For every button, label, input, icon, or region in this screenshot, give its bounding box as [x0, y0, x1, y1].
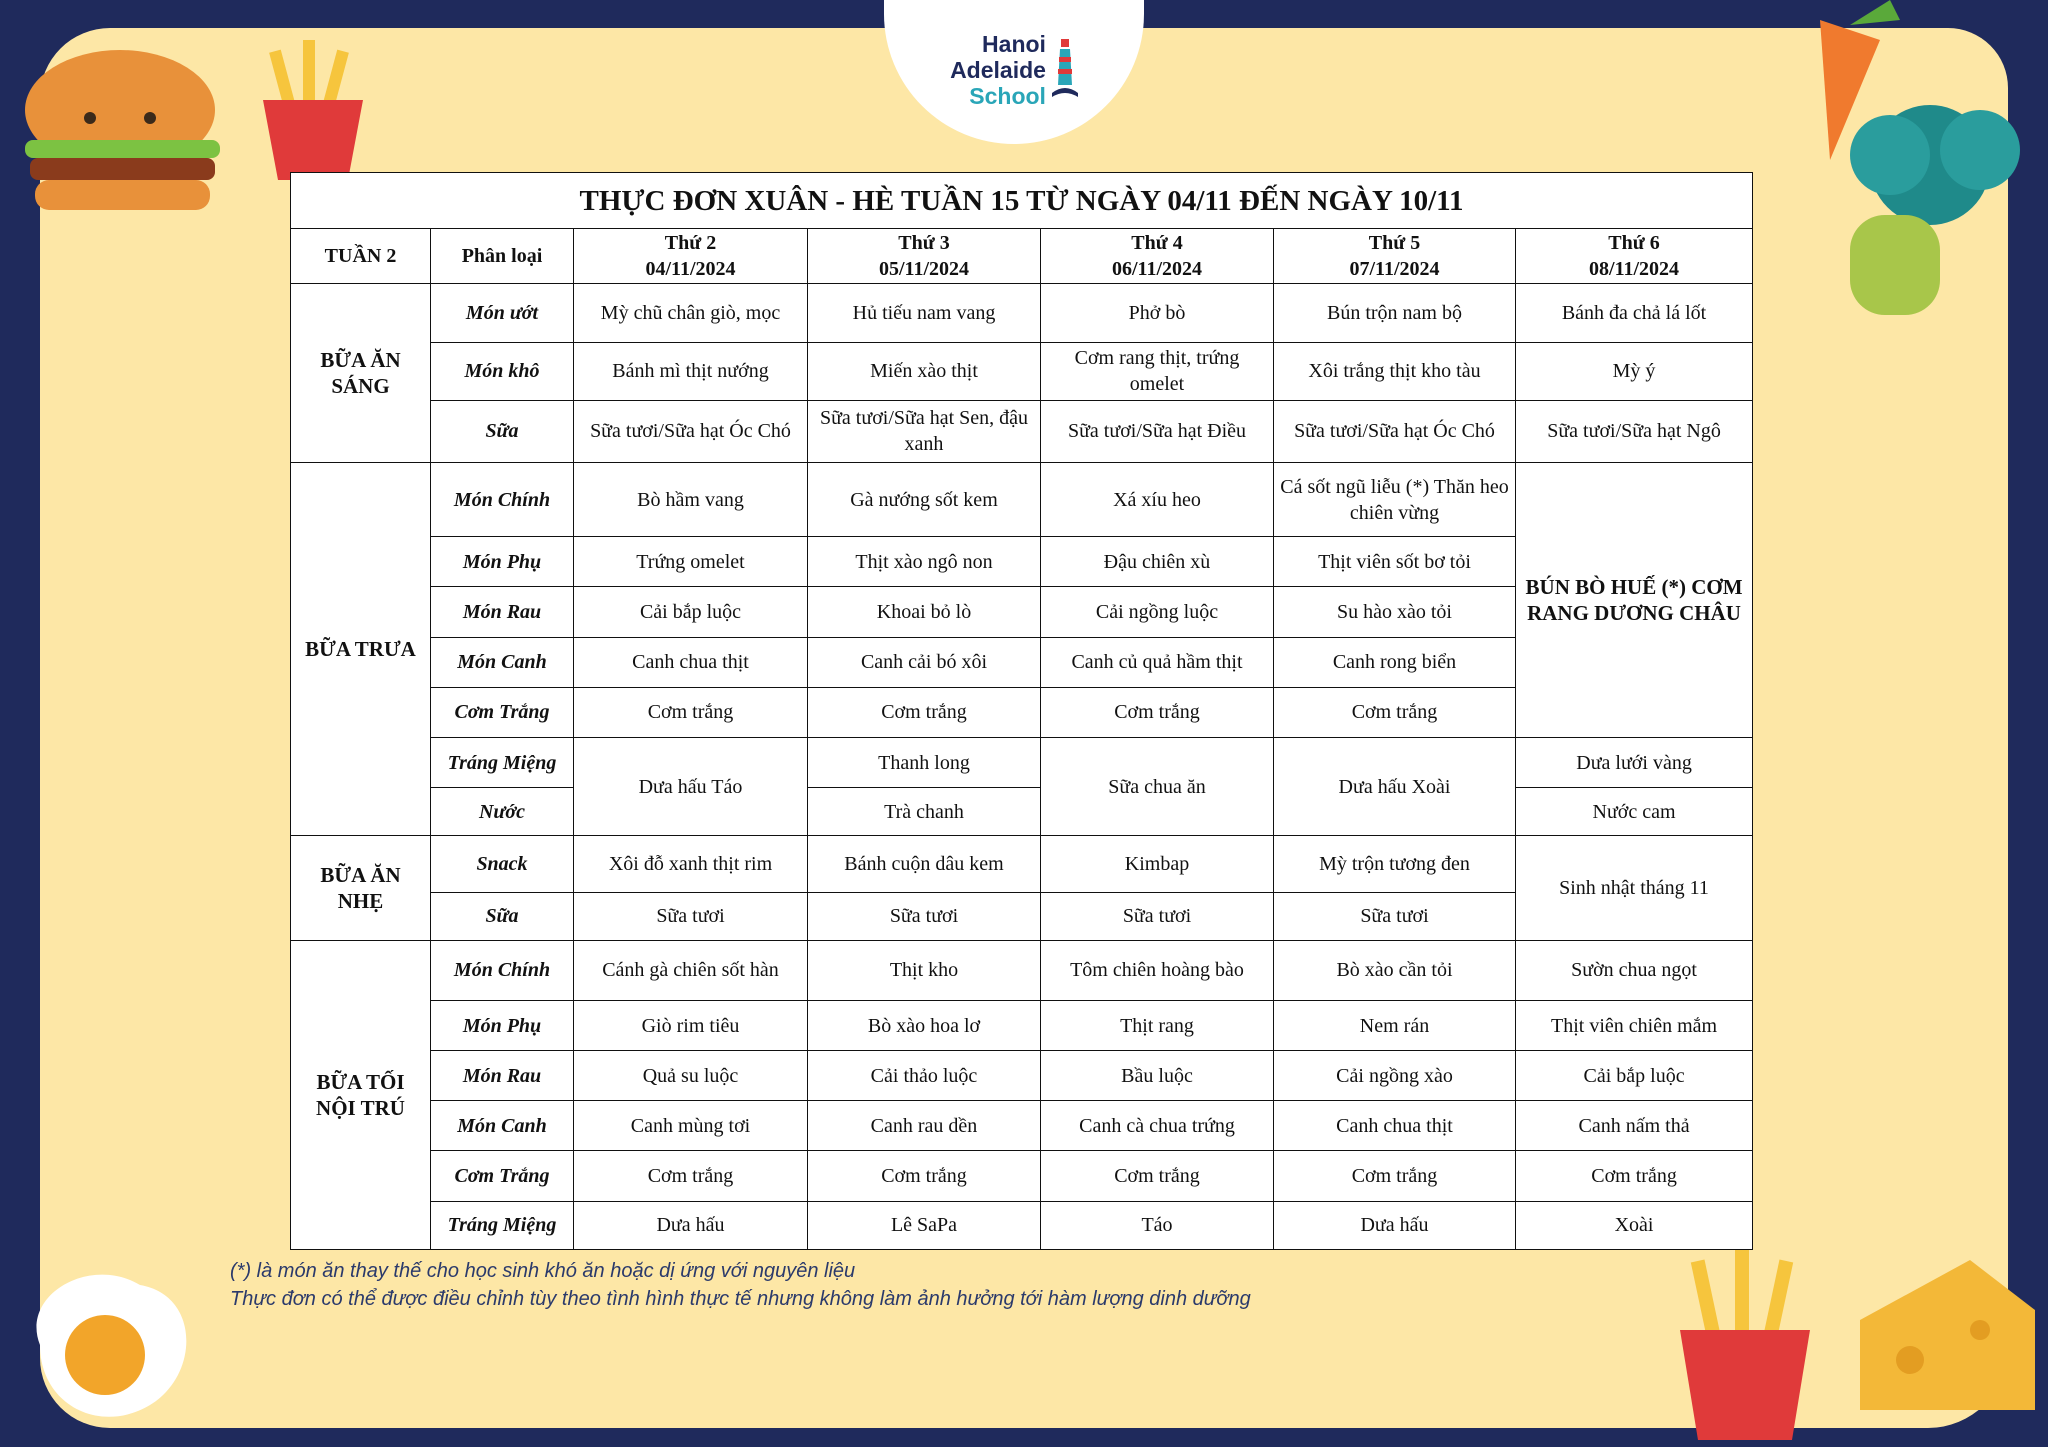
menu-cell: Cơm trắng: [1274, 1151, 1516, 1201]
menu-cell: Trứng omelet: [574, 537, 808, 587]
menu-cell: Cơm trắng: [574, 1151, 808, 1201]
day-date: 07/11/2024: [1349, 258, 1440, 281]
menu-cell: Giò rim tiêu: [574, 1000, 808, 1050]
menu-cell: Thanh long: [808, 737, 1041, 787]
menu-cell: Bánh cuộn dâu kem: [808, 836, 1041, 892]
category-label: Snack: [431, 836, 574, 892]
menu-cell: Bò xào cần tỏi: [1274, 940, 1516, 1000]
menu-cell: Cá sốt ngũ liễu (*) Thăn heo chiên vừng: [1274, 463, 1516, 537]
menu-cell: Tôm chiên hoàng bào: [1041, 940, 1274, 1000]
category-label: Cơm Trắng: [431, 687, 574, 737]
menu-cell: Sườn chua ngọt: [1516, 940, 1753, 1000]
menu-cell: Sữa tươi: [808, 892, 1041, 940]
menu-cell: Cải ngồng xào: [1274, 1051, 1516, 1101]
friday-lunch-special: BÚN BÒ HUẾ (*) CƠM RANG DƯƠNG CHÂU: [1516, 463, 1753, 738]
menu-cell: Xoài: [1516, 1201, 1753, 1249]
menu-cell: Nước cam: [1516, 788, 1753, 836]
menu-cell: Nem rán: [1274, 1000, 1516, 1050]
day-date: 04/11/2024: [645, 258, 736, 281]
menu-cell: Thịt kho: [808, 940, 1041, 1000]
logo-adelaide: Adelaide: [950, 57, 1046, 83]
menu-cell: Cơm trắng: [1041, 687, 1274, 737]
menu-cell: Sữa tươi: [1274, 892, 1516, 940]
menu-cell: Bò xào hoa lơ: [808, 1000, 1041, 1050]
menu-cell: Táo: [1041, 1201, 1274, 1249]
menu-cell: Kimbap: [1041, 836, 1274, 892]
menu-cell: Xôi trắng thịt kho tàu: [1274, 342, 1516, 400]
menu-table-container: [290, 172, 1752, 1250]
menu-cell: Xá xíu heo: [1041, 463, 1274, 537]
menu-cell: Canh mùng tơi: [574, 1101, 808, 1151]
menu-cell: Sinh nhật tháng 11: [1516, 836, 1753, 940]
menu-cell: Canh rong biển: [1274, 637, 1516, 687]
lighthouse-icon: [1052, 35, 1078, 105]
menu-cell: Sữa tươi/Sữa hạt Óc Chó: [1274, 400, 1516, 462]
category-label: Món khô: [431, 342, 574, 400]
category-label: Nước: [431, 788, 574, 836]
menu-cell: Bánh mì thịt nướng: [574, 342, 808, 400]
menu-cell: Trà chanh: [808, 788, 1041, 836]
day-header-wed: [1041, 229, 1274, 284]
menu-cell: Sữa tươi: [574, 892, 808, 940]
menu-cell: Sữa tươi: [1041, 892, 1274, 940]
category-label: Món Chính: [431, 463, 574, 537]
day-name: Thứ 2: [664, 232, 717, 255]
day-header-mon: [574, 229, 808, 284]
menu-cell: Dưa hấu Xoài: [1274, 737, 1516, 835]
cheese-icon: [1850, 1250, 2040, 1430]
category-label: Món Phụ: [431, 537, 574, 587]
menu-cell: Cải bắp luộc: [1516, 1051, 1753, 1101]
menu-cell: Cơm trắng: [1041, 1151, 1274, 1201]
day-name: Thứ 6: [1608, 232, 1660, 255]
menu-cell: Thịt xào ngô non: [808, 537, 1041, 587]
category-label: Món Phụ: [431, 1000, 574, 1050]
category-label: Món ướt: [431, 284, 574, 342]
day-name: Thứ 5: [1368, 232, 1421, 255]
footnote-allergy: (*) là món ăn thay thế cho học sinh khó ăn hoặc dị ứng với nguyên liệu: [230, 1260, 856, 1282]
broccoli-icon: [1830, 95, 2030, 325]
category-label: Tráng Miệng: [431, 1201, 574, 1249]
menu-cell: Lê SaPa: [808, 1201, 1041, 1249]
menu-cell: Cải thảo luộc: [808, 1051, 1041, 1101]
day-date: 06/11/2024: [1111, 258, 1202, 281]
egg-icon: [10, 1255, 210, 1435]
menu-cell: Mỳ chũ chân giò, mọc: [574, 284, 808, 342]
menu-cell: Mỳ ý: [1516, 342, 1753, 400]
menu-cell: Quả su luộc: [574, 1051, 808, 1101]
menu-cell: Dưa hấu: [1274, 1201, 1516, 1249]
menu-cell: Su hào xào tỏi: [1274, 587, 1516, 637]
menu-cell: Dưa hấu Táo: [574, 737, 808, 835]
menu-cell: Sữa chua ăn: [1041, 737, 1274, 835]
day-date: 08/11/2024: [1589, 258, 1680, 281]
week-header: TUẦN 2: [291, 229, 431, 284]
menu-cell: Gà nướng sốt kem: [808, 463, 1041, 537]
category-header: Phân loại: [431, 229, 574, 284]
category-label: Món Canh: [431, 1101, 574, 1151]
menu-cell: Thịt viên chiên mắm: [1516, 1000, 1753, 1050]
day-header-tue: [808, 229, 1041, 284]
day-date: 05/11/2024: [878, 258, 969, 281]
menu-cell: Cải ngồng luộc: [1041, 587, 1274, 637]
menu-cell: Phở bò: [1041, 284, 1274, 342]
menu-cell: Sữa tươi/Sữa hạt Sen, đậu xanh: [808, 400, 1041, 462]
menu-table: [290, 172, 1753, 1250]
menu-cell: Cơm trắng: [1274, 687, 1516, 737]
category-label: Món Canh: [431, 637, 574, 687]
meal-breakfast: BỮA ĂN SÁNG: [291, 284, 431, 463]
menu-cell: Cơm trắng: [574, 687, 808, 737]
menu-cell: Canh nấm thả: [1516, 1101, 1753, 1151]
menu-cell: Cải bắp luộc: [574, 587, 808, 637]
menu-cell: Bún trộn nam bộ: [1274, 284, 1516, 342]
menu-cell: Hủ tiếu nam vang: [808, 284, 1041, 342]
menu-cell: Mỳ trộn tương đen: [1274, 836, 1516, 892]
footnote-adjustment: Thực đơn có thể được điều chỉnh tùy theo tình hình thực tế nhưng không làm ảnh hưởng tới hàm lượng dinh dưỡng: [230, 1288, 1251, 1310]
category-label: Món Rau: [431, 1051, 574, 1101]
menu-cell: Canh chua thịt: [1274, 1101, 1516, 1151]
logo-hanoi: Hanoi: [982, 31, 1046, 57]
menu-cell: Khoai bỏ lò: [808, 587, 1041, 637]
day-header-thu: [1274, 229, 1516, 284]
day-name: Thứ 3: [898, 232, 950, 255]
menu-cell: Canh củ quả hầm thịt: [1041, 637, 1274, 687]
footnotes: [230, 1257, 1251, 1313]
burger-icon: [10, 30, 230, 230]
menu-cell: Bò hầm vang: [574, 463, 808, 537]
logo-school: School: [969, 83, 1046, 109]
category-label: Sữa: [431, 892, 574, 940]
menu-cell: Thịt rang: [1041, 1000, 1274, 1050]
menu-cell: Sữa tươi/Sữa hạt Óc Chó: [574, 400, 808, 462]
fries-icon: [248, 40, 378, 180]
meal-snack: BỮA ĂN NHẸ: [291, 836, 431, 940]
menu-cell: Sữa tươi/Sữa hạt Ngô: [1516, 400, 1753, 462]
menu-cell: Cánh gà chiên sốt hàn: [574, 940, 808, 1000]
menu-cell: Miến xào thịt: [808, 342, 1041, 400]
menu-cell: Canh chua thịt: [574, 637, 808, 687]
menu-cell: Xôi đỗ xanh thịt rim: [574, 836, 808, 892]
menu-title: THỰC ĐƠN XUÂN - HÈ TUẦN 15 TỪ NGÀY 04/11 ĐẾN NGÀY 10/11: [291, 173, 1753, 229]
menu-cell: Canh rau dền: [808, 1101, 1041, 1151]
category-label: Sữa: [431, 400, 574, 462]
menu-cell: Sữa tươi/Sữa hạt Điều: [1041, 400, 1274, 462]
menu-cell: Cơm rang thịt, trứng omelet: [1041, 342, 1274, 400]
day-name: Thứ 4: [1131, 232, 1183, 255]
day-header-fri: [1516, 229, 1753, 284]
fries-icon: [1660, 1240, 1830, 1440]
menu-cell: Thịt viên sốt bơ tỏi: [1274, 537, 1516, 587]
menu-cell: Bầu luộc: [1041, 1051, 1274, 1101]
category-label: Cơm Trắng: [431, 1151, 574, 1201]
category-label: Món Chính: [431, 940, 574, 1000]
menu-cell: Đậu chiên xù: [1041, 537, 1274, 587]
meal-dinner: BỮA TỐI NỘI TRÚ: [291, 940, 431, 1249]
menu-cell: Canh cà chua trứng: [1041, 1101, 1274, 1151]
meal-lunch: BỮA TRƯA: [291, 463, 431, 836]
menu-cell: Cơm trắng: [808, 687, 1041, 737]
menu-cell: Dưa lưới vàng: [1516, 737, 1753, 787]
menu-cell: Canh cải bó xôi: [808, 637, 1041, 687]
menu-cell: Cơm trắng: [1516, 1151, 1753, 1201]
menu-cell: Cơm trắng: [808, 1151, 1041, 1201]
menu-cell: Dưa hấu: [574, 1201, 808, 1249]
category-label: Món Rau: [431, 587, 574, 637]
category-label: Tráng Miệng: [431, 737, 574, 787]
menu-cell: Bánh đa chả lá lốt: [1516, 284, 1753, 342]
